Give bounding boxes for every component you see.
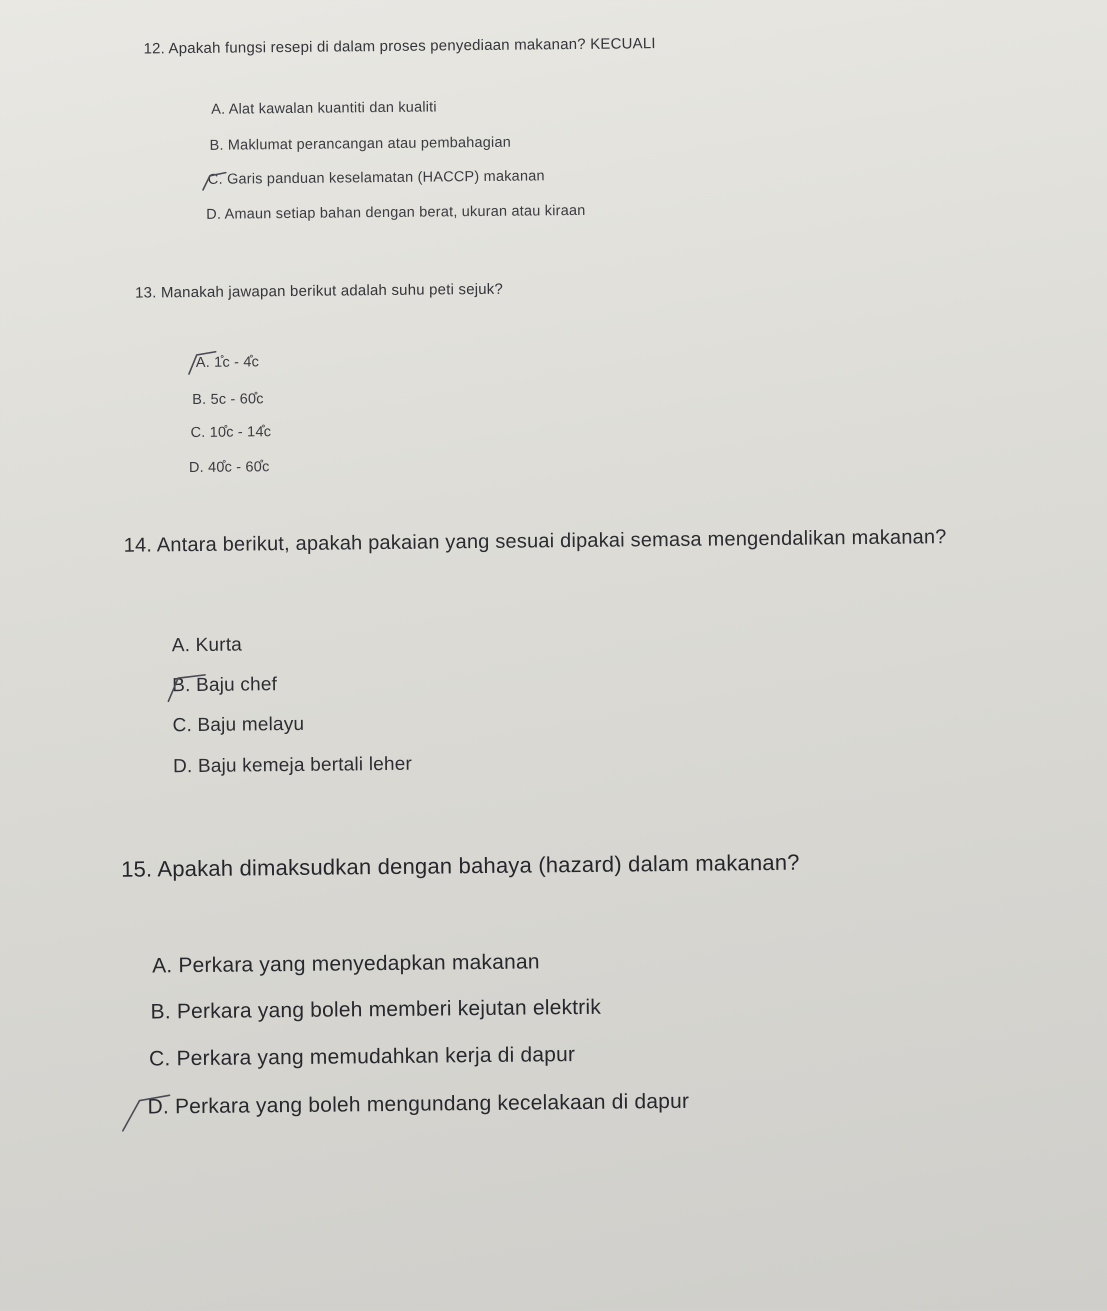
question-14-option-d: D. Baju kemeja bertali leher [172, 753, 413, 778]
question-14-option-a: A. Kurta [171, 634, 243, 657]
question-15-option-c: C. Perkara yang memudahkan kerja di dapur [148, 1043, 576, 1071]
question-12-option-d: D. Amaun setiap bahan dengan berat, ukuran atau kiraan [206, 202, 586, 223]
question-14-option-c: C. Baju melayu [172, 713, 305, 737]
question-12-option-a: A. Alat kawalan kuantiti dan kualiti [211, 99, 437, 118]
question-14-option-b: B. Baju chef [172, 674, 278, 697]
question-15-text: 15. Apakah dimaksudkan dengan bahaya (hazard) dalam makanan? [120, 849, 800, 882]
question-12-option-c: C. Garis panduan keselamatan (HACCP) makanan [207, 168, 545, 188]
question-13-text: 13. Manakah jawapan berikut adalah suhu peti sejuk? [134, 280, 504, 302]
question-15-option-a: A. Perkara yang menyedapkan makanan [152, 950, 540, 978]
question-12-option-b: B. Maklumat perancangan atau pembahagian [209, 134, 512, 154]
question-12-text: 12. Apakah fungsi resepi di dalam proses penyediaan makanan? KECUALI [143, 35, 656, 58]
question-13-option-c: C. 10̊c - 14̊c [190, 424, 272, 442]
question-13-option-d: D. 40̊c - 60̊c [188, 459, 270, 477]
question-13-option-b: B. 5c - 60̊c [192, 391, 264, 409]
question-15-option-b: B. Perkara yang boleh memberi kejutan elektrik [150, 995, 602, 1024]
question-14-text: 14. Antara berikut, apakah pakaian yang sesuai dipakai semasa mengendalikan makanan? [123, 526, 947, 557]
question-15-option-d: D. Perkara yang boleh mengundang kecelakaan di dapur [147, 1089, 690, 1119]
question-13-option-a: A. 1̊c - 4̊c [195, 354, 260, 371]
